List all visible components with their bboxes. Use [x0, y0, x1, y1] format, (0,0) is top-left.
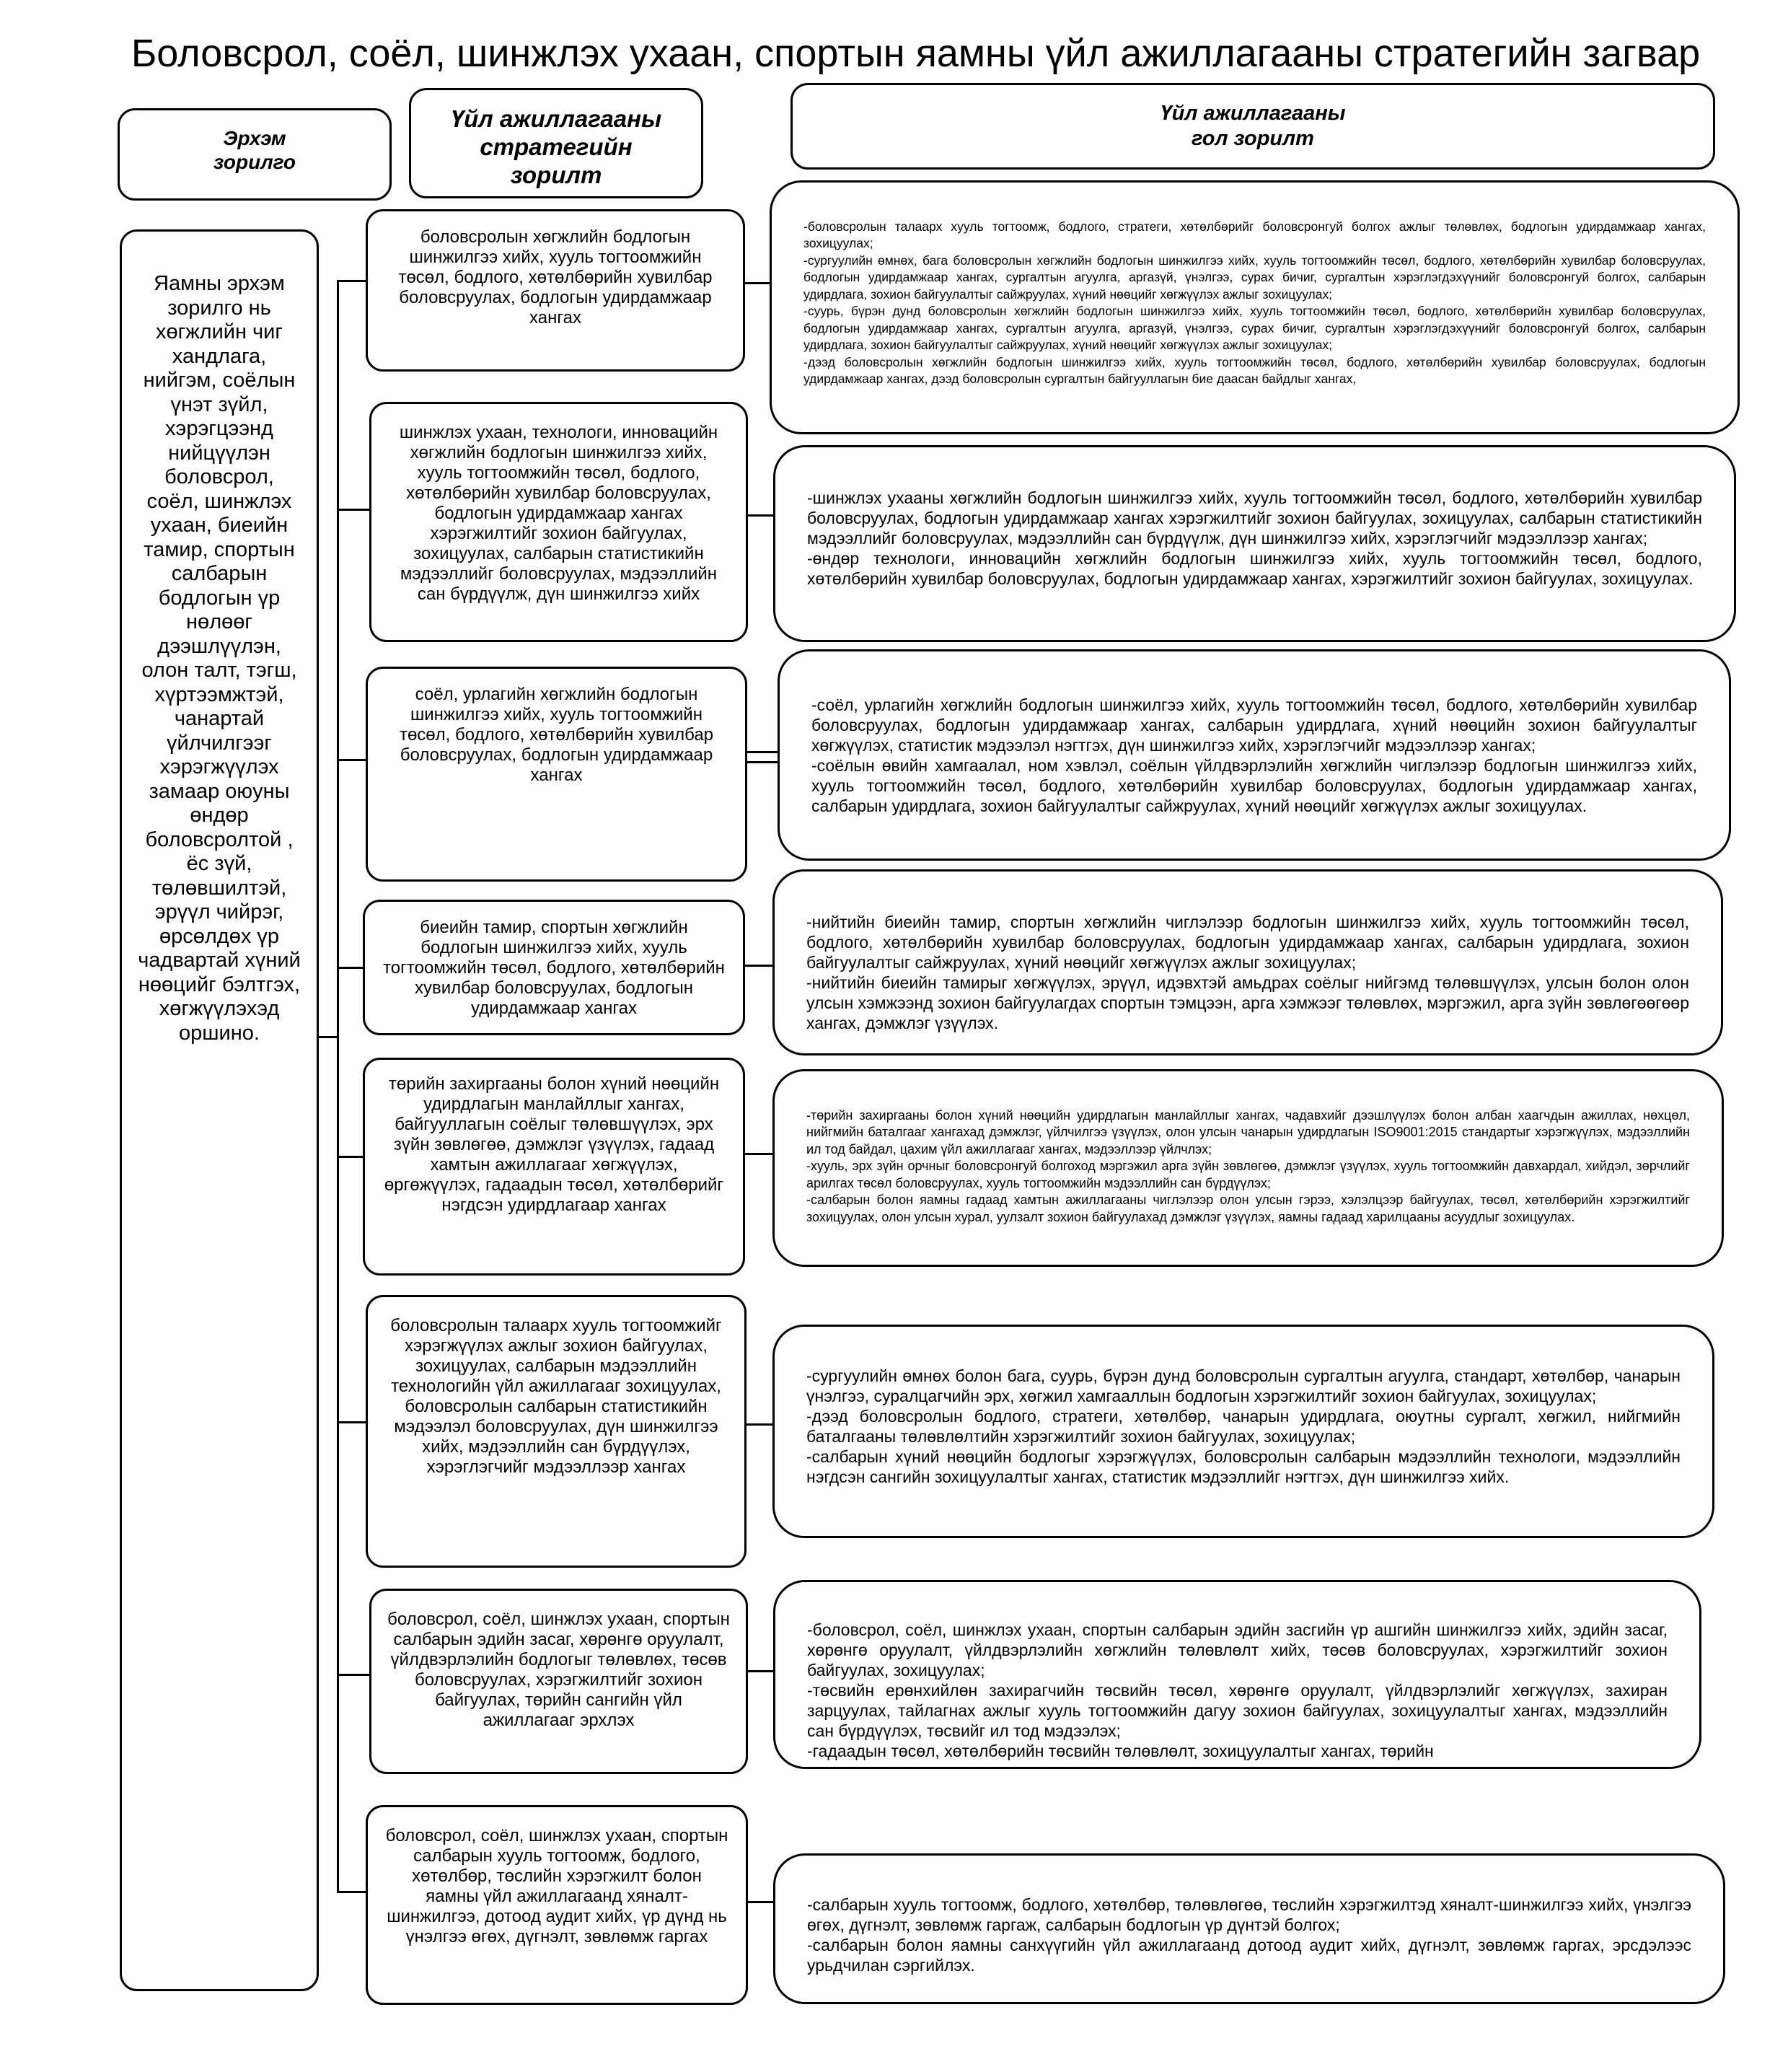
connector-link-8 — [748, 1901, 773, 1903]
connector-link-3a — [747, 751, 778, 753]
connector-branch-7 — [337, 1674, 369, 1676]
header-mission — [118, 108, 392, 201]
connector-link-1 — [745, 282, 770, 284]
tasks-box-1 — [770, 180, 1740, 434]
objective-box-7 — [369, 1589, 748, 1774]
objective-text: шинжлэх ухаан, технологи, инновацийн хөгжлийн бодлогын шинжилгээ хийх, хууль тогтоомжийн төсөл, бодлого, хөтөлбөрийн хувилбар боловсруулах, бодлогын удирдамжаар хангаx хэрэгжилтийг зохион байгуулах, зохицуулах, салбарын статистикийн мэдээллийг боловсруулах, мэдээллийн сан бүрдүүлж, дүн шинжилгээ хийх — [399, 423, 718, 604]
objective-box-3 — [366, 667, 747, 882]
header-strategic-objective-label: Үйл ажиллагааны стратегийн зорилт — [450, 105, 662, 188]
connector-branch-3 — [337, 759, 366, 761]
connector-branch-5 — [337, 1156, 363, 1158]
connector-link-2 — [748, 514, 773, 517]
tasks-text: -шинжлэх ухааны хөгжлийн бодлогын шинжилгээ хийх, хууль тогтоомжийн төсөл, бодлого, хөтөлбөрийн хувилбар боловсруулах, бодлогын удирдамжаар хангаx хэрэгжилтийг зохион байгуулах, зохицуулах, салбарын статистикийн мэдээллийг боловсруулах, мэдээллийн сан бүрдүүлж, дүн шинжилгээ хийх, хэрэглэгчийг мэдээллээр хангах; -өндөр технологи, инновацийн хөгжлийн бодлогын шинжилгээ хийх, хууль тогтоомжийн төсөл, бодлого, хөтөлбөрийн хувилбар боловсруулах, бодлогын удирдамжаар хангаx, хэрэгжилтийг зохион байгуулах, зохицуулах. — [807, 488, 1702, 588]
connector-spine — [337, 280, 339, 1893]
objective-text: боловсрол, соёл, шинжлэх ухаан, спортын салбарын эдийн засаг, хөрөнгө оруулалт, үйлдвэрлэлийн бодлогыг төлөвлөх, төсөв боловсруулах, хэрэгжилтийг зохион байгуулах, төрийн сангийн үйл ажиллагааг эрхлэх — [387, 1610, 730, 1730]
connector-branch-8 — [337, 1891, 366, 1893]
connector-mission — [319, 1036, 338, 1038]
connector-branch-2 — [337, 509, 369, 511]
tasks-text: -салбарын хууль тогтоомж, бодлого, хөтөлбөр, төлөвлөгөө, төслийн хэрэгжилтэд хяналт-шинжилгээ хийх, үнэлгээ өгөх, дүгнэлт, зөвлөмж гаргаж, салбарын бодлогын үр дүнтэй болгох; -салбарын болон яамны санхүүгийн үйл ажиллагаанд дотоод аудит хийх, дүгнэлт, зөвлөмж гаргах, эрсдэлээс урьдчилан сэргийлэх. — [807, 1895, 1691, 1975]
objective-text: биеийн тамир, спортын хөгжлийн бодлогын шинжилгээ хийх, хууль тогтоомжийн төсөл, бодлого, хөтөлбөрийн хувилбар боловсруулах, бодлогын удирдамжаар хангах — [383, 918, 725, 1018]
header-main-tasks — [790, 83, 1715, 170]
header-mission-label: Эрхэм зорилго — [213, 127, 296, 173]
mission-box — [120, 229, 319, 1991]
tasks-box-7 — [773, 1580, 1701, 1769]
objective-box-2 — [369, 402, 748, 642]
objective-text: боловсролын хөгжлийн бодлогын шинжилгээ хийх, хууль тогтоомжийн төсөл, бодлого, хөтөлбөрийн хувилбар боловсруулах, бодлогын удирдамжаар хангах — [398, 227, 713, 328]
mission-text: Яамны эрхэм зорилго нь хөгжлийн чиг хандлага, нийгэм, соёлын үнэт зүйл, хэрэгцээнд нийцүүлэн боловсрол, соёл, шинжлэх ухаан, биеийн тамир, спортын салбарын бодлогын үр нөлөөг дээшлүүлэн, олон талт, тэгш, хүртээмжтэй, чанартай үйлчилгээг хэрэгжүүлэх замаар оюуны өндөр боловсролтой , ёс зүй, төлөвшилтэй, эрүүл чийрэг, өрсөлдөх үр чадвартай хүний нөөцийг бэлтгэх, хөгжүүлэхэд оршино. — [138, 272, 301, 1045]
tasks-text: -соёл, урлагийн хөгжлийн бодлогын шинжилгээ хийх, хууль тогтоомжийн төсөл, бодлого, хөтөлбөрийн хувилбар боловсруулах, бодлогын удирдамжаар хангах, салбарын удирдлага, хүний нөөцийн зохион байгуулалтыг хөгжүүлэх, статистик мэдээлэл нэгтгэх, дүн шинжилгээ хийх, хэрэглэгчийг мэдээллээр хангах; -соёлын өвийн хамгаалал, ном хэвлэл, соёлын үйлдвэрлэлийн хөгжлийн чиглэлээр бодлогын шинжилгээ хийх, хууль тогтоомжийн төсөл, бодлого, хөтөлбөрийн хувилбар боловсруулах, бодлогын удирдамжаар хангах, салбарын удирдлага, зохион байгуулалтыг сайжруулах, хүний нөөцийг хөгжүүлэх ажлыг зохицуулах. — [811, 695, 1697, 815]
objective-box-8 — [366, 1805, 748, 2005]
tasks-box-6 — [772, 1325, 1714, 1538]
objective-text: боловсролын талаарх хууль тогтоомжийг хэрэгжүүлэх ажлыг зохион байгуулах, зохицуулах, салбарын мэдээллийн технологийн үйл ажиллагааг зохицуулах, боловсролын салбарын статистикийн мэдээлэл боловсруулах, дүн шинжилгээ хийх, мэдээллийн сан бүрдүүлэх, хэрэглэгчийг мэдээллээр хангах — [390, 1316, 722, 1477]
tasks-box-4 — [772, 869, 1723, 1055]
connector-link-3b — [747, 761, 778, 763]
tasks-text: -боловсролын талаарх хууль тогтоомж, бодлого, стратеги, хөтөлбөрийг боловсронгуй болгох ажлыг төлөвлөх, бодлогын удирдамжаар хангах, зохицуулах; -сургуулийн өмнөх, бага боловсролын хөгжлийн бодлогын шинжилгээ хийх, хууль тогтоомжийн төсөл, бодлого, хөтөлбөрийн хувилбар боловсруулах, бодлогын удирдамжаар хангах, сургалтын агуулга, аргазүй, үнэлгээ, сурах бичиг, сургалтын хэрэглэгдэхүүнийг боловсронгуй болгох, салбарын удирдлага, зохион байгуулалтыг сайжруулах, хүний нөөцийг хөгжүүлэх ажлыг зохицуулах; -суурь, бүрэн дунд боловсролын хөгжлийн бодлогын шинжилгээ хийх, хууль тогтоомжийн төсөл, бодлого, хөтөлбөрийн хувилбар боловсруулах, бодлогын удирдамжаар хангах, сургалтын агуулга, аргазүй, үнэлгээ, сурах бичиг, сургалтын хэрэглэгдэхүүнийг боловсронгуй болгох, салбарын удирдлага, зохион байгуулалтыг сайжруулах, хүний нөөцийг хөгжүүлэх ажлыг зохицуулах; -дээд боловсролын хөгжлийн бодлогын шинжилгээ хийх, хууль тогтоомжийн төсөл, бодлого, хөтөлбөрийн хувилбар боловсруулах, бодлогын удирдамжаар хангах, дээд боловсролын сургалтын байгууллагын бие даасан байдлыг хангах, — [803, 219, 1706, 386]
objective-box-1 — [366, 209, 745, 372]
objective-box-5 — [363, 1058, 745, 1276]
header-main-tasks-label: Үйл ажиллагааны гол зорилт — [1160, 102, 1346, 150]
tasks-box-8 — [773, 1853, 1725, 2004]
tasks-text: -төрийн захиргааны болон хүний нөөцийн удирдлагын манлайллыг хангах, чадавхийг дээшлүүлэх болон албан хаагчдын ажиллах, нөхцөл, нийгмийн баталгааг хангахад дэмжлэг, үйлчилгээ үзүүлэх, олон улсын чанарын удирдлагын ISO9001:2015 стандартыг хэрэгжүүлэх, мэдээллийн ил тод байдал, цахим үйл ажиллагааг хангах, мэдээллээр үйлчлэх; -хууль, эрх зүйн орчныг боловсронгуй болгоход мэргэжил арга зүйн зөвлөгөө, дэмжлэг үзүүлэх, хууль тогтоомжийн давхардал, хийдэл, зөрчлийг арилгах төсөл боловсруулах, хууль тогтоомжийн мэдээллийн сан бүрдүүлэх; -салбарын болон яамны гадаад хамтын ажиллагааны чиглэлээр олон улсын гэрээ, хэлэлцээр байгуулах, төсөл, хөтөлбөрийн хэрэгжилтийг зохицуулах, олон улсын хурал, уулзалт зохион байгуулахад дэмжлэг үзүүлэх, яамны гадаад харилцааны асуудлыг зохицуулах. — [806, 1107, 1690, 1224]
connector-link-4 — [745, 965, 772, 967]
connector-link-5 — [745, 1153, 772, 1155]
objective-text: боловсрол, соёл, шинжлэх ухаан, спортын салбарын хууль тогтоомж, бодлого, хөтөлбөр, төслийн хэрэгжилт болон яамны үйл ажиллагаанд хяналт-шинжилгээ, дотоод аудит хийх, үр дүнд нь үнэлгээ өгөх, дүгнэлт, зөвлөмж гаргах — [385, 1826, 728, 1946]
objective-text: төрийн захиргааны болон хүний нөөцийн удирдлагын манлайллыг хангах, байгууллагын соёлыг төлөвшүүлэх, эрх зүйн зөвлөгөө, дэмжлэг үзүүлэх, гадаад хамтын ажиллагааг хөгжүүлэх, өргөжүүлэх, гадаадын төсөл, хөтөлбөрийг нэгдсэн удирдлагаар хангах — [384, 1074, 724, 1215]
connector-branch-1 — [337, 280, 366, 282]
tasks-text: -нийтийн биеийн тамир, спортын хөгжлийн чиглэлээр бодлогын шинжилгээ хийх, хууль тогтоомжийн төсөл, бодлого, хөтөлбөрийн хувилбар боловсруулах, бодлогын удирдамжаар хангах, салбарын удирдлага, зохион байгуулалтыг сайжруулах, хүний нөөцийг хөгжүүлэх ажлыг зохицуулах; -нийтийн биеийн тамирыг хөгжүүлэх, эрүүл, идэвхтэй амьдрах соёлыг нийгэмд төлөвшүүлэх, улсын болон олон улсын хэмжээнд зохион байгуулагдах спортын тэмцээн, арга хэмжээг төлөвлөх, мэргэжил, арга зүйн зөвлөгөөгөөр хангах, дэмжлэг үзүүлэх. — [806, 913, 1689, 1032]
objective-box-6 — [366, 1295, 747, 1568]
header-strategic-objective — [409, 88, 703, 198]
objective-box-4 — [363, 900, 745, 1035]
tasks-box-2 — [773, 445, 1736, 642]
objective-text: соёл, урлагийн хөгжлийн бодлогын шинжилгээ хийх, хууль тогтоомжийн төсөл, бодлого, хөтөлбөрийн хувилбар боловсруулах, бодлогын удирдамжаар хангах — [399, 685, 714, 785]
tasks-box-5 — [772, 1069, 1724, 1267]
connector-branch-6 — [337, 1421, 366, 1423]
connector-link-6 — [747, 1423, 772, 1426]
connector-link-7 — [748, 1670, 773, 1672]
tasks-text: -боловсрол, соёл, шинжлэх ухаан, спортын салбарын эдийн засгийн үр ашгийн шинжилгээ хийх, эдийн засаг, хөрөнгө оруулалт, үйлдвэрлэлийн хөгжлийн төлөвлөлт хийх, төсөв боловсруулах, хэрэгжилтийг зохион байгуулах, зохицуулах; -төсвийн ерөнхийлөн захирагчийн төсвийн төсөл, хөрөнгө оруулалт, үйлдвэрлэлийг хөгжүүлэх, захиран зарцуулах, тайлагнах ажлыг хууль тогтоомжийн дагуу зохион байгуулах, зохицуулалтыг хангах, мэдээллийн сан бүрдүүлэх, төсвийг ил тод мэдээлэх; -гадаадын төсөл, хөтөлбөрийн төсвийн төлөвлөлт, зохицуулалтыг хангах, төрийн — [807, 1620, 1668, 1760]
tasks-text: -сургуулийн өмнөх болон бага, суурь, бүрэн дунд боловсролын сургалтын агуулга, стандарт, хөтөлбөр, чанарын үнэлгээ, суралцагчийн эрх, хөгжил хамгааллын бодлогын хэрэгжилтийг зохион байгуулах, зохицуулах; -дээд боловсролын бодлого, стратеги, хөтөлбөр, чанарын удирдлага, оюутны сургалт, хөгжил, нийгмийн баталгааны төлөвлөлтийн хэрэгжилтийг зохион байгуулах, зохицуулах; -салбарын хүний нөөцийн бодлогыг хэрэгжүүлэх, боловсролын салбарын мэдээллийн технологи, мэдээллийн нэгдсэн сангийн зохицуулалтыг хангах, статистик мэдээллийг нэгтгэх, дүн шинжилгээ хийх. — [806, 1366, 1681, 1486]
page-title: Боловсрол, соёл, шинжлэх ухаан, спортын яамны үйл ажиллагааны стратегийн загвар — [131, 32, 1701, 75]
connector-branch-4 — [337, 967, 363, 969]
tasks-box-3 — [778, 649, 1731, 861]
